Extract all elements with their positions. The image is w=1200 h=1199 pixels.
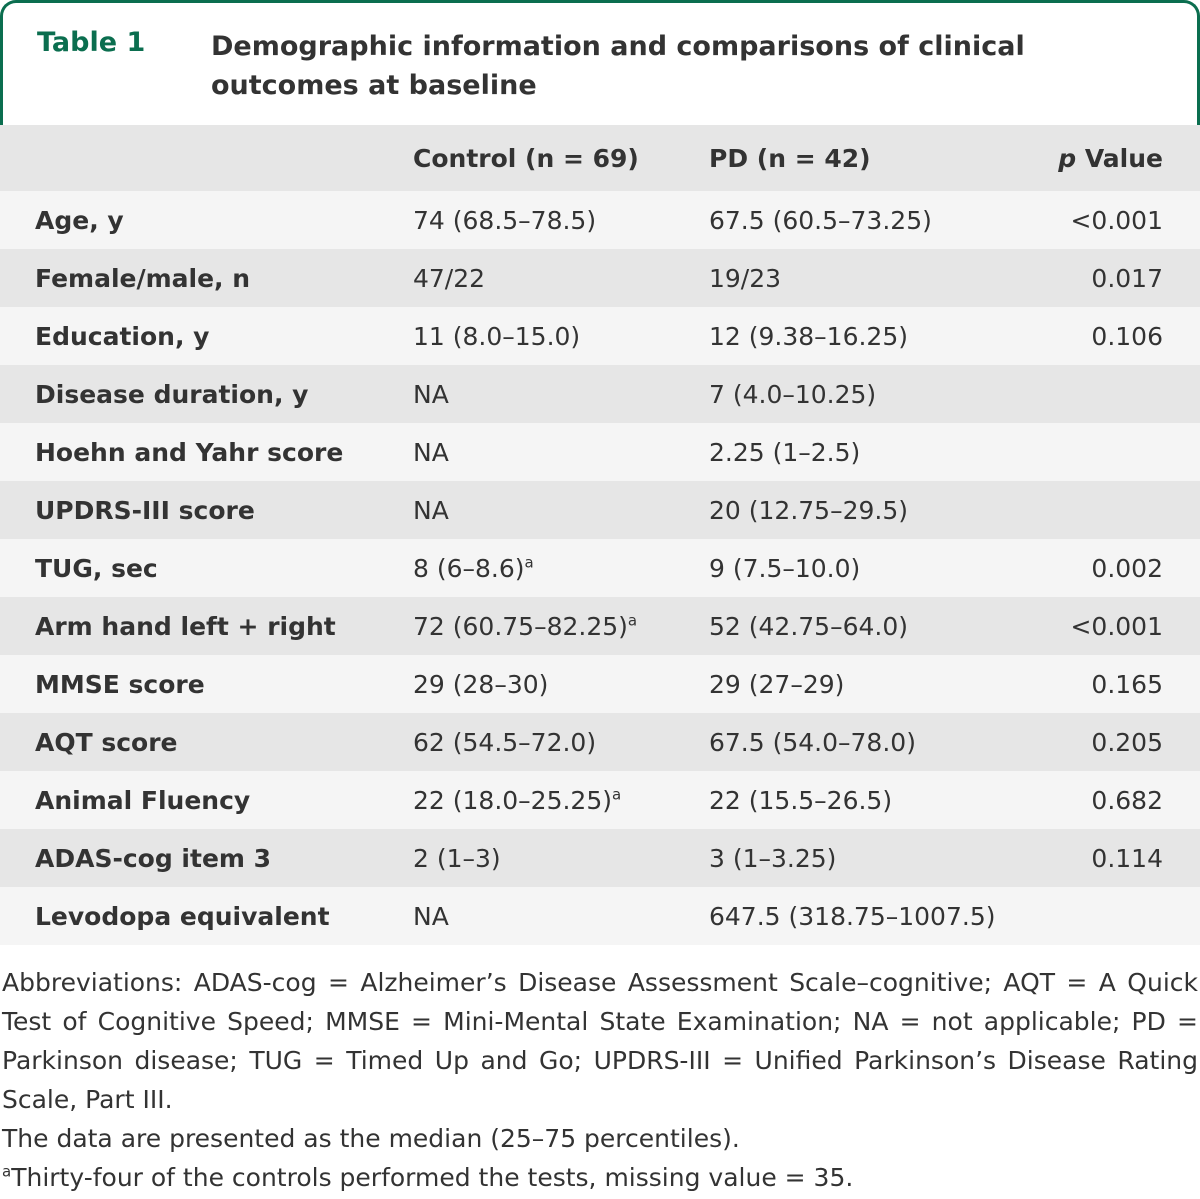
p-value-cell <box>1049 365 1200 423</box>
row-label: AQT score <box>35 727 178 757</box>
p-value-cell: 0.114 <box>1091 843 1163 873</box>
p-value-cell: 0.165 <box>1091 669 1163 699</box>
control-cell <box>413 365 709 423</box>
table-row <box>0 307 1200 365</box>
control-cell <box>413 249 709 307</box>
row-label: Hoehn and Yahr score <box>35 437 344 467</box>
table-row <box>0 423 1200 481</box>
row-label: Disease duration, y <box>35 379 309 409</box>
pd-cell: 647.5 (318.75–1007.5) <box>709 901 996 931</box>
table-row <box>0 829 1200 887</box>
pd-cell: 22 (15.5–26.5) <box>709 785 893 815</box>
control-footnote-mark: a <box>612 785 622 804</box>
pd-cell: 2.25 (1–2.5) <box>709 437 861 467</box>
p-value-cell <box>1049 481 1200 539</box>
control-cell <box>413 713 709 771</box>
table-label: Table 1 <box>37 27 146 58</box>
row-label: Arm hand left + right <box>35 611 336 641</box>
table-row <box>0 539 1200 597</box>
control-footnote-mark: a <box>627 611 638 630</box>
row-label: TUG, sec <box>35 553 158 583</box>
row-label: Age, y <box>35 205 124 235</box>
p-value-cell <box>1049 887 1200 945</box>
control-value: 8 (6–8.6) <box>413 553 525 583</box>
pd-cell: 67.5 (60.5–73.25) <box>709 205 932 235</box>
table-row <box>0 655 1200 713</box>
header-label-column <box>0 125 413 191</box>
row-label: Levodopa equivalent <box>35 901 330 931</box>
table-body <box>0 191 1200 945</box>
control-value: NA <box>413 379 449 409</box>
row-label: UPDRS-III score <box>35 495 255 525</box>
control-value: 11 (8.0–15.0) <box>413 321 581 351</box>
table-header-row <box>0 125 1200 191</box>
control-value: 72 (60.75–82.25) <box>413 611 628 641</box>
pd-cell: 67.5 (54.0–78.0) <box>709 727 916 757</box>
header-p-suffix: Value <box>1076 143 1163 173</box>
row-label: Female/male, n <box>35 263 251 293</box>
row-label: Education, y <box>35 321 210 351</box>
p-value-cell: 0.205 <box>1091 727 1163 757</box>
control-cell <box>413 539 709 597</box>
table-row <box>0 365 1200 423</box>
pd-cell: 7 (4.0–10.25) <box>709 379 877 409</box>
footnote-a <box>2 1158 1198 1197</box>
control-value: 2 (1–3) <box>413 843 501 873</box>
row-label: Animal Fluency <box>35 785 251 815</box>
data-presentation-note: The data are presented as the median (25–75 percentiles). <box>2 1124 740 1153</box>
control-footnote-mark: a <box>524 553 534 572</box>
pd-cell: 20 (12.75–29.5) <box>709 495 908 525</box>
control-cell <box>413 771 709 829</box>
table-row <box>0 191 1200 249</box>
control-cell <box>413 829 709 887</box>
table-notes <box>2 963 1198 1197</box>
control-value: 47/22 <box>413 263 486 293</box>
p-value-cell: <0.001 <box>1070 205 1163 235</box>
table-title: Demographic information and comparisons of clinical outcomes at baseline <box>211 31 1025 101</box>
control-value: NA <box>413 901 449 931</box>
table-row <box>0 481 1200 539</box>
control-cell <box>413 887 709 945</box>
header-control: Control (n = 69) <box>413 143 639 173</box>
control-value: NA <box>413 437 449 467</box>
control-cell <box>413 423 709 481</box>
control-value: 22 (18.0–25.25) <box>413 785 612 815</box>
pd-cell: 9 (7.5–10.0) <box>709 553 861 583</box>
control-value: 74 (68.5–78.5) <box>413 205 597 235</box>
p-value-cell: 0.106 <box>1091 321 1163 351</box>
p-value-cell: <0.001 <box>1070 611 1163 641</box>
control-cell <box>413 191 709 249</box>
control-value: 29 (28–30) <box>413 669 549 699</box>
p-value-cell: 0.002 <box>1091 553 1163 583</box>
header-pd: PD (n = 42) <box>709 143 871 173</box>
control-cell <box>413 481 709 539</box>
footnote-text: Thirty-four of the controls performed the tests, missing value = 35. <box>11 1163 854 1192</box>
control-cell <box>413 655 709 713</box>
pd-cell: 12 (9.38–16.25) <box>709 321 908 351</box>
p-value-cell: 0.017 <box>1091 263 1163 293</box>
data-table <box>0 125 1200 945</box>
row-label: ADAS-cog item 3 <box>35 843 272 873</box>
abbreviations-note: Abbreviations: ADAS-cog = Alzheimer’s Disease Assessment Scale–cognitive; AQT = A Quick Test of Cognitive Speed; MMSE = Mini-Mental State Examination; NA = not applicable; PD = Parkinson disease; TUG = Timed Up and Go; UPDRS-III = Unified Parkinson’s Disease Rating Scale, Part III. <box>2 968 1198 1114</box>
pd-cell: 3 (1–3.25) <box>709 843 837 873</box>
table-row <box>0 771 1200 829</box>
pd-cell: 19/23 <box>709 263 782 293</box>
pd-cell: 52 (42.75–64.0) <box>709 611 908 641</box>
row-label: MMSE score <box>35 669 205 699</box>
header-p-italic: p <box>1058 143 1077 173</box>
pd-cell: 29 (27–29) <box>709 669 845 699</box>
footnote-mark: a <box>2 1162 12 1181</box>
control-cell <box>413 597 709 655</box>
table-row <box>0 249 1200 307</box>
table-row <box>0 887 1200 945</box>
table-caption-box <box>0 0 1200 125</box>
control-value: 62 (54.5–72.0) <box>413 727 597 757</box>
control-cell <box>413 307 709 365</box>
header-p-value <box>1049 125 1200 191</box>
table-row <box>0 597 1200 655</box>
p-value-cell <box>1049 423 1200 481</box>
table-row <box>0 713 1200 771</box>
control-value: NA <box>413 495 449 525</box>
p-value-cell: 0.682 <box>1091 785 1163 815</box>
